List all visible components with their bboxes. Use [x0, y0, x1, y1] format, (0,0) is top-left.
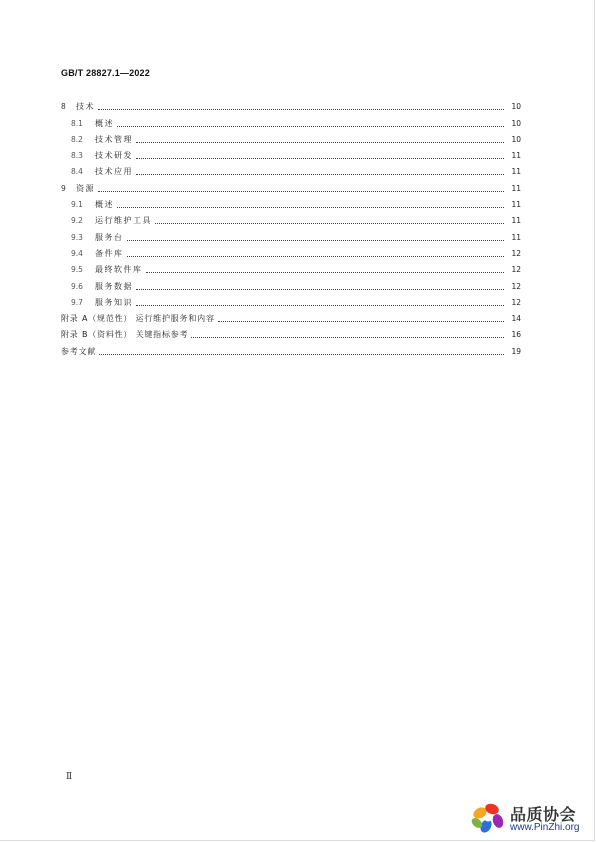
toc-entry-page: 19: [511, 346, 521, 356]
toc-entry[interactable]: [61, 210, 521, 226]
toc-entry-page: 11: [511, 200, 521, 210]
toc-entry-title: 技术: [76, 102, 95, 112]
toc-entry-title: 技术管理: [95, 134, 133, 144]
toc-entry-number: 9: [61, 183, 66, 193]
toc-entry-title: 备件库: [95, 248, 124, 258]
toc-dot-leader: [191, 337, 504, 338]
toc-entry-number: 9.1: [71, 200, 83, 210]
toc-dot-leader: [155, 223, 504, 224]
toc-entry-page: 11: [511, 183, 521, 193]
toc-dot-leader: [136, 289, 504, 290]
toc-dot-leader: [99, 354, 504, 355]
toc-entry-title: 技术应用: [95, 167, 133, 177]
toc-entry-number: 8.2: [71, 134, 83, 144]
toc-entry-title: 服务知识: [95, 297, 133, 307]
toc-entry[interactable]: [61, 226, 521, 242]
toc-entry-title: 运行维护工具: [95, 216, 152, 226]
toc-entry-page: 11: [511, 216, 521, 226]
toc-entry-title: 概述: [95, 200, 114, 210]
toc-dot-leader: [98, 191, 504, 192]
toc-entry-page: 11: [511, 232, 521, 242]
toc-entry-page: 14: [511, 314, 521, 324]
toc-entry-number: 9.6: [71, 281, 83, 291]
toc-dot-leader: [98, 109, 504, 110]
toc-dot-leader: [136, 305, 504, 306]
toc-dot-leader: [127, 240, 505, 241]
toc-entry-title: 附录 B（资料性） 关键指标参考: [61, 330, 189, 340]
toc-entry-number: 9.3: [71, 232, 83, 242]
toc-entry-title: 附录 A（规范性） 运行维护服务和内容: [61, 314, 215, 324]
toc-entry-title: 服务台: [95, 232, 124, 242]
toc-entry[interactable]: [61, 243, 521, 259]
toc-entry-page: 12: [511, 297, 521, 307]
standard-number: GB/T 28827.1—2022: [61, 68, 150, 78]
toc-entry-page: 12: [511, 248, 521, 258]
toc-entry[interactable]: [61, 96, 521, 112]
toc-entry-page: 11: [511, 167, 521, 177]
toc-entry-number: 8.1: [71, 118, 83, 128]
toc-entry[interactable]: [61, 308, 521, 324]
toc-dot-leader: [136, 174, 504, 175]
toc-dot-leader: [127, 256, 505, 257]
toc-entry-title: 技术研发: [95, 151, 133, 161]
toc-entry-number: 8.3: [71, 151, 83, 161]
flower-logo-icon: [470, 801, 508, 835]
toc-entry-page: 10: [511, 102, 521, 112]
toc-entry[interactable]: [61, 194, 521, 210]
toc-entry-number: 9.4: [71, 248, 83, 258]
toc-entry-number: 9.2: [71, 216, 83, 226]
toc-entry-page: 12: [511, 281, 521, 291]
table-of-contents: [61, 96, 521, 357]
toc-entry[interactable]: [61, 145, 521, 161]
toc-entry-page: 11: [511, 151, 521, 161]
toc-entry-title: 参考文献: [61, 346, 97, 356]
toc-entry[interactable]: [61, 161, 521, 177]
toc-entry-title: 最终软件库: [95, 265, 143, 275]
toc-entry[interactable]: [61, 324, 521, 340]
toc-entry[interactable]: [61, 129, 521, 145]
toc-dot-leader: [117, 207, 504, 208]
toc-entry-number: 8: [61, 102, 66, 112]
toc-entry-title: 服务数据: [95, 281, 133, 291]
toc-entry-page: 12: [511, 265, 521, 275]
toc-entry[interactable]: [61, 177, 521, 193]
toc-dot-leader: [136, 142, 504, 143]
toc-dot-leader: [146, 272, 505, 273]
toc-entry-number: 8.4: [71, 167, 83, 177]
toc-entry[interactable]: [61, 275, 521, 291]
toc-entry[interactable]: [61, 340, 521, 356]
toc-entry-number: 9.5: [71, 265, 83, 275]
toc-entry-page: 10: [511, 118, 521, 128]
toc-dot-leader: [117, 126, 504, 127]
toc-entry-page: 16: [511, 330, 521, 340]
watermark-name: 品质协会: [510, 805, 577, 824]
toc-entry[interactable]: [61, 259, 521, 275]
toc-entry-number: 9.7: [71, 297, 83, 307]
toc-entry-title: 资源: [76, 183, 95, 193]
toc-entry[interactable]: [61, 292, 521, 308]
toc-entry-title: 概述: [95, 118, 114, 128]
watermark-logo: [470, 799, 594, 839]
watermark-url: www.PinZhi.org: [510, 822, 580, 833]
page-number: Ⅱ: [66, 772, 73, 782]
toc-dot-leader: [218, 321, 504, 322]
toc-entry[interactable]: [61, 112, 521, 128]
toc-entry-page: 10: [511, 134, 521, 144]
toc-dot-leader: [136, 158, 504, 159]
